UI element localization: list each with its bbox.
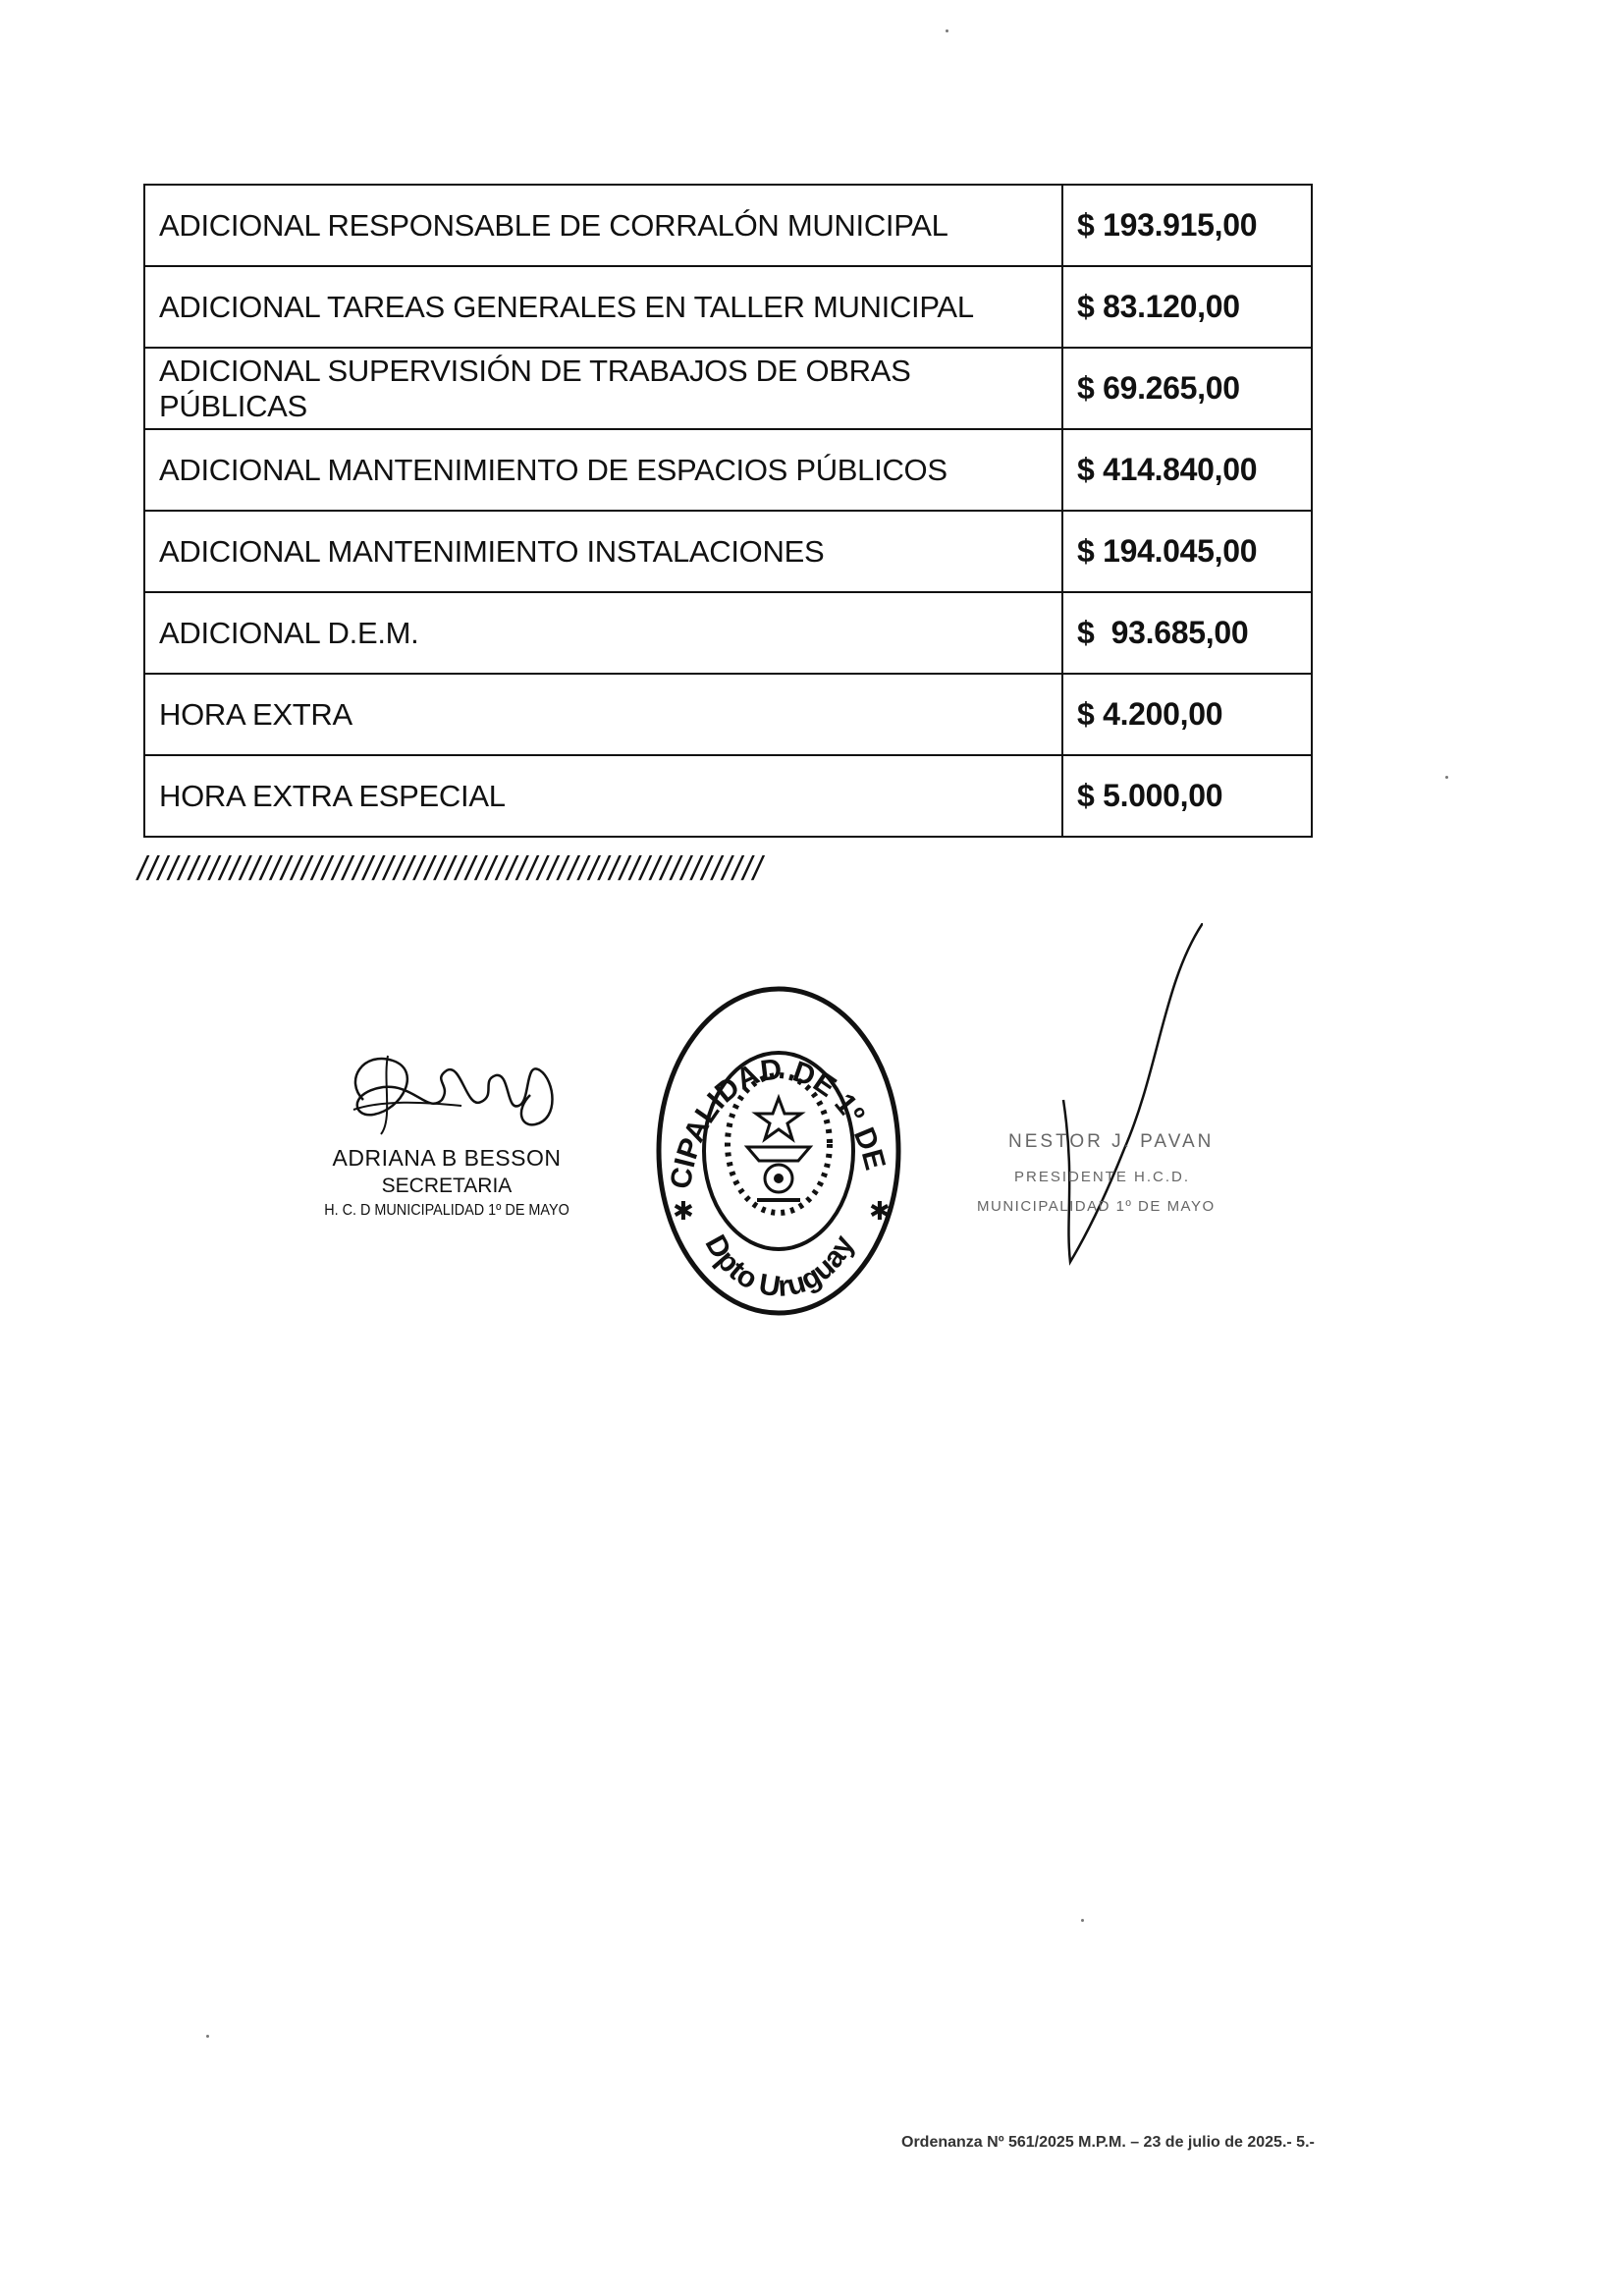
scan-speck [1445, 776, 1448, 779]
table-row [144, 755, 1312, 837]
table-row [144, 511, 1312, 592]
scan-speck [946, 29, 948, 32]
handwritten-signature-secretary [334, 1041, 569, 1149]
amount-cell: $ 93.685,00 [1062, 592, 1312, 674]
table-row [144, 592, 1312, 674]
scan-speck [206, 2035, 209, 2038]
concept-cell: ADICIONAL D.E.M. [144, 592, 1062, 674]
concept-cell: ADICIONAL MANTENIMIENTO INSTALACIONES [144, 511, 1062, 592]
amount-cell: $ 83.120,00 [1062, 266, 1312, 348]
table-row [144, 185, 1312, 266]
president-org: MUNICIPALIDAD 1º DE MAYO [977, 1198, 1216, 1215]
amount-cell: $ 414.840,00 [1062, 429, 1312, 511]
table-row [144, 348, 1312, 429]
secretary-name: ADRIANA B BESSON [332, 1145, 562, 1171]
table-row [144, 266, 1312, 348]
concept-cell: ADICIONAL SUPERVISIÓN DE TRABAJOS DE OBRAS PÚBLICAS [144, 348, 1062, 429]
concept-cell: HORA EXTRA [144, 674, 1062, 755]
fees-table-body [144, 185, 1312, 837]
svg-text:✱: ✱ [869, 1197, 891, 1227]
svg-text:✱: ✱ [673, 1197, 694, 1227]
svg-text:Dpto Uruguay: Dpto Uruguay [698, 1229, 861, 1304]
president-name: NESTOR J. PAVAN [1008, 1131, 1215, 1152]
amount-cell: $ 5.000,00 [1062, 755, 1312, 837]
separator-slashes: ///////////////////////////////////////////////////////////// [137, 850, 764, 888]
concept-cell: ADICIONAL MANTENIMIENTO DE ESPACIOS PÚBLICOS [144, 429, 1062, 511]
municipal-seal [651, 982, 906, 1326]
concept-cell: HORA EXTRA ESPECIAL [144, 755, 1062, 837]
scan-speck [1081, 1919, 1084, 1922]
seal-stamp-image [651, 982, 906, 1321]
amount-cell: $ 69.265,00 [1062, 348, 1312, 429]
table-row [144, 429, 1312, 511]
table-row [144, 674, 1312, 755]
secretary-role: SECRETARIA [381, 1175, 513, 1197]
president-role: PRESIDENTE H.C.D. [1014, 1169, 1191, 1185]
amount-cell: $ 194.045,00 [1062, 511, 1312, 592]
concept-cell: ADICIONAL TAREAS GENERALES EN TALLER MUNICIPAL [144, 266, 1062, 348]
concept-cell: ADICIONAL RESPONSABLE DE CORRALÓN MUNICIPAL [144, 185, 1062, 266]
handwritten-signature-president [967, 923, 1203, 1267]
page-footer: Ordenanza Nº 561/2025 M.P.M. – 23 de julio de 2025.- 5.- [901, 2134, 1315, 2151]
svg-text:MUNICIPALIDAD DE 1º DE MAYO: CIPALIDAD DE 1º DE [664, 1053, 892, 1191]
fees-table [143, 184, 1313, 838]
amount-cell: $ 4.200,00 [1062, 674, 1312, 755]
amount-cell: $ 193.915,00 [1062, 185, 1312, 266]
secretary-org: H. C. D MUNICIPALIDAD 1º DE MAYO [324, 1202, 569, 1219]
